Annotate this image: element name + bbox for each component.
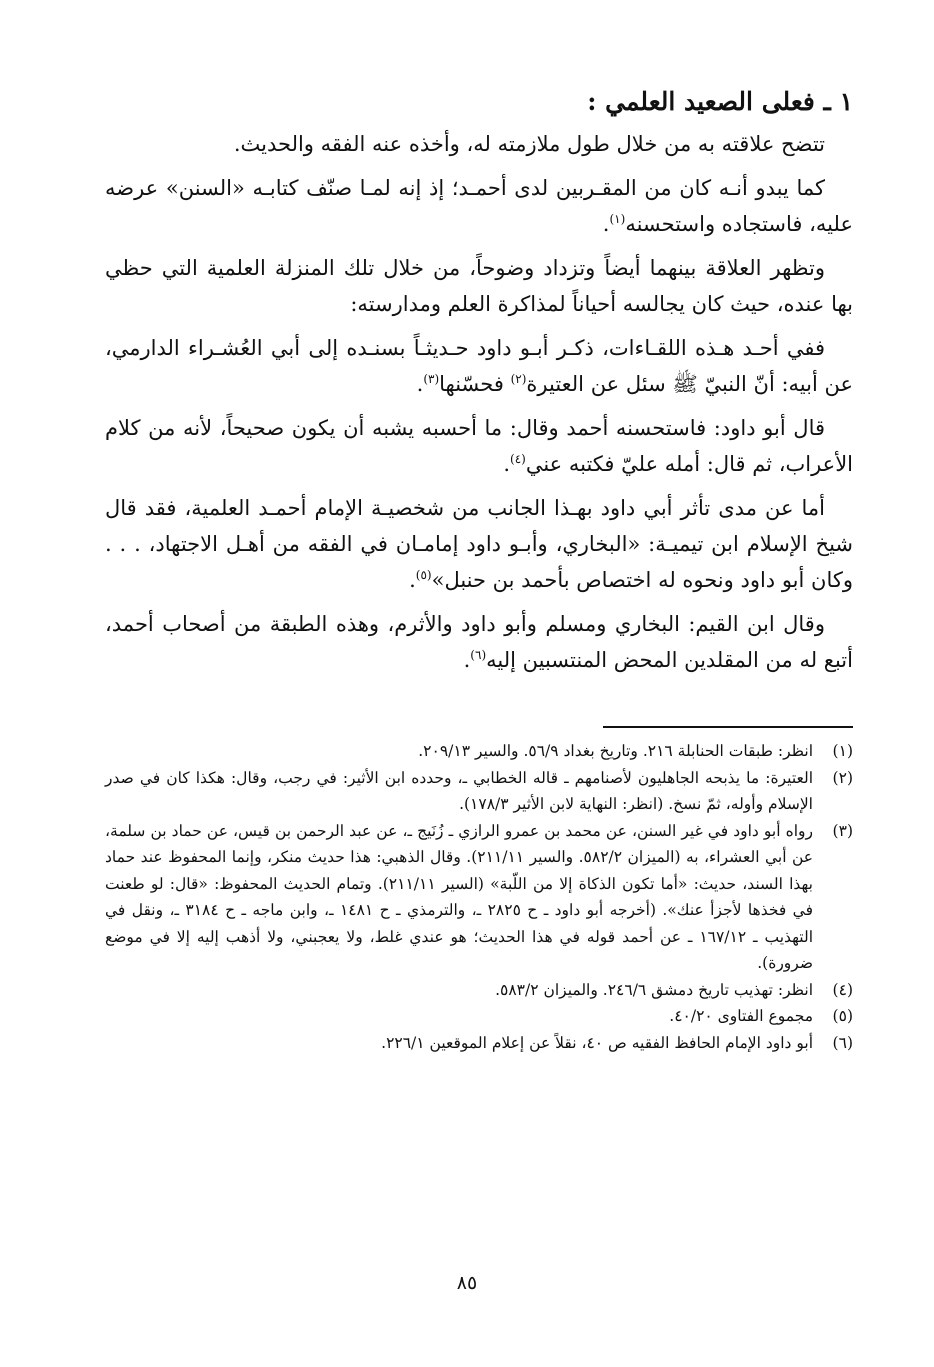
footnote [105,765,853,818]
footnote-divider [603,726,853,728]
paragraph: ففي أحـد هـذه اللقـاءات، ذكـر أبـو داود حـديثـاً بسنـده إلى أبي العُشـراء الدارمي، عن أبيه: أنّ النبيّ ﷺ سئل عن العتيرة$^{(٢)}$ فحسّنها$^{(٣)}$. [105,336,853,396]
footnote-text: أبو داود الإمام الحافظ الفقيه ص ٤٠، نقلاً عن إعلام الموقعين ٢٢٦/١. [381,1033,813,1052]
footnote [105,977,853,1004]
paragraph: وقال ابن القيم: البخاري ومسلم وأبو داود والأثرم، وهذه الطبقة من أصحاب أحمد، أتبع له من المقلدين المحض المنتسبين إليه$^{(٦)}$. [105,612,853,672]
footnote-ref: (٦) [470,648,487,662]
footnote-number: (١) [832,742,853,760]
footnote-number: (٤) [832,980,853,999]
footnote-text: انظر: تهذيب تاريخ دمشق ٢٤٦/٦. والميزان ٥٨٣/٢. [495,980,813,999]
paragraph: قال أبو داود: فاستحسنه أحمد وقال: ما أحسبه يشبه أن يكون صحيحاً، لأنه من كلام الأعراب، ثم قال: أمله عليّ فكتبه عني$^{(٤)}$. [105,416,853,476]
footnote-ref: (١) [609,212,626,226]
footnote-ref: (٤) [510,452,526,466]
page-number: ٨٥ [456,1272,478,1294]
footnote-text: العتيرة: ما يذبحه الجاهليون لأصنامهم ـ قاله الخطابي ـ، وحدده ابن الأثير: في رجب، وقال: هكذا كان في صدر الإسلام وأوله، ثمّ نسخ. (انظر: النهاية لابن الأثير ١٧٨/٣). [105,768,813,813]
footnote [105,818,853,977]
page-body [105,78,853,1308]
footnote-text: انظر: طبقات الحنابلة ٢١٦. وتاريخ بغداد ٥٦/٩. والسير ٢٠٩/١٣. [418,742,813,760]
paragraph: وتظهر العلاقة بينهما أيضاً وتزداد وضوحاً، من خلال تلك المنزلة العلمية التي حظي بها عنده، حيث كان يجالسه أحياناً لمذاكرة العلم ومدارسته: [105,256,853,316]
paragraph: أما عن مدى تأثر أبي داود بهـذا الجانب من شخصيـة الإمام أحمـد العلمية، فقد قال شيخ الإسلام ابن تيميـة: «البخاري، وأبـو داود إمامـان في الفقه من أهـل الاجتهاد، . . . وكان أبو داود ونحوه له اختصاص بأحمد بن حنبل»$^{(٥)}$. [105,496,853,592]
section-heading: ١ ـ فعلى الصعيد العلمي : [587,87,853,116]
footnotes [105,738,853,1056]
paragraph: تتضح علاقته به من خلال طول ملازمته له، وأخذه عنه الفقه والحديث. [233,132,825,156]
footnote-text: رواه أبو داود في غير السنن، عن محمد بن عمرو الرازي ـ زُنَيج ـ، عن عبد الرحمن بن قيس، عن حماد بن سلمة، عن أبي العشراء، به (الميزان ٥٨٢/٢. والسير ٢١١/١١). وقال الذهبي: هذا حديث منكر، وإنما المحفوظ عند حماد بهذا السند، حديث: «أما تكون الذكاة إلا من اللّبة» (السير ٢١١/١١). وتمام الحديث المحفوظ: «قال: لو طعنت في فخذها لأجزأ عنك». (أخرجه أبو داود ـ ح ٢٨٢٥ ـ، والترمذي ـ ح ١٤٨١ ـ، وابن ماجه ـ ح ٣١٨٤ ـ، ونقل في التهذيب ـ ١٦٧/١٢ ـ عن أحمد قوله في هذا الحديث؛ هو عندي غلط، ولا يعجبني، ولا أذهب إليه إلا في موضع ضرورة). [105,821,814,972]
footnote-ref: (٣) [423,372,440,386]
footnote-ref: (٢) [510,372,527,386]
footnote-text: مجموع الفتاوى ٤٠/٢٠. [669,1007,813,1025]
footnote-number: (٦) [832,1033,853,1052]
footnote-number: (٢) [832,768,853,787]
footnote [105,1030,853,1057]
footnote [105,1003,853,1030]
footnote-number: (٣) [832,821,853,840]
footnote [105,738,853,765]
footnote-number: (٥) [832,1007,853,1025]
paragraph: كما يبدو أنـه كان من المقـربين لدى أحمـد؛ إذ إنه لمـا صنّف كتابـه «السنن» عرضه عليه، فاستجاده واستحسنه$^{(١)}$. [105,176,853,236]
footnote-ref: (٥) [415,568,432,582]
